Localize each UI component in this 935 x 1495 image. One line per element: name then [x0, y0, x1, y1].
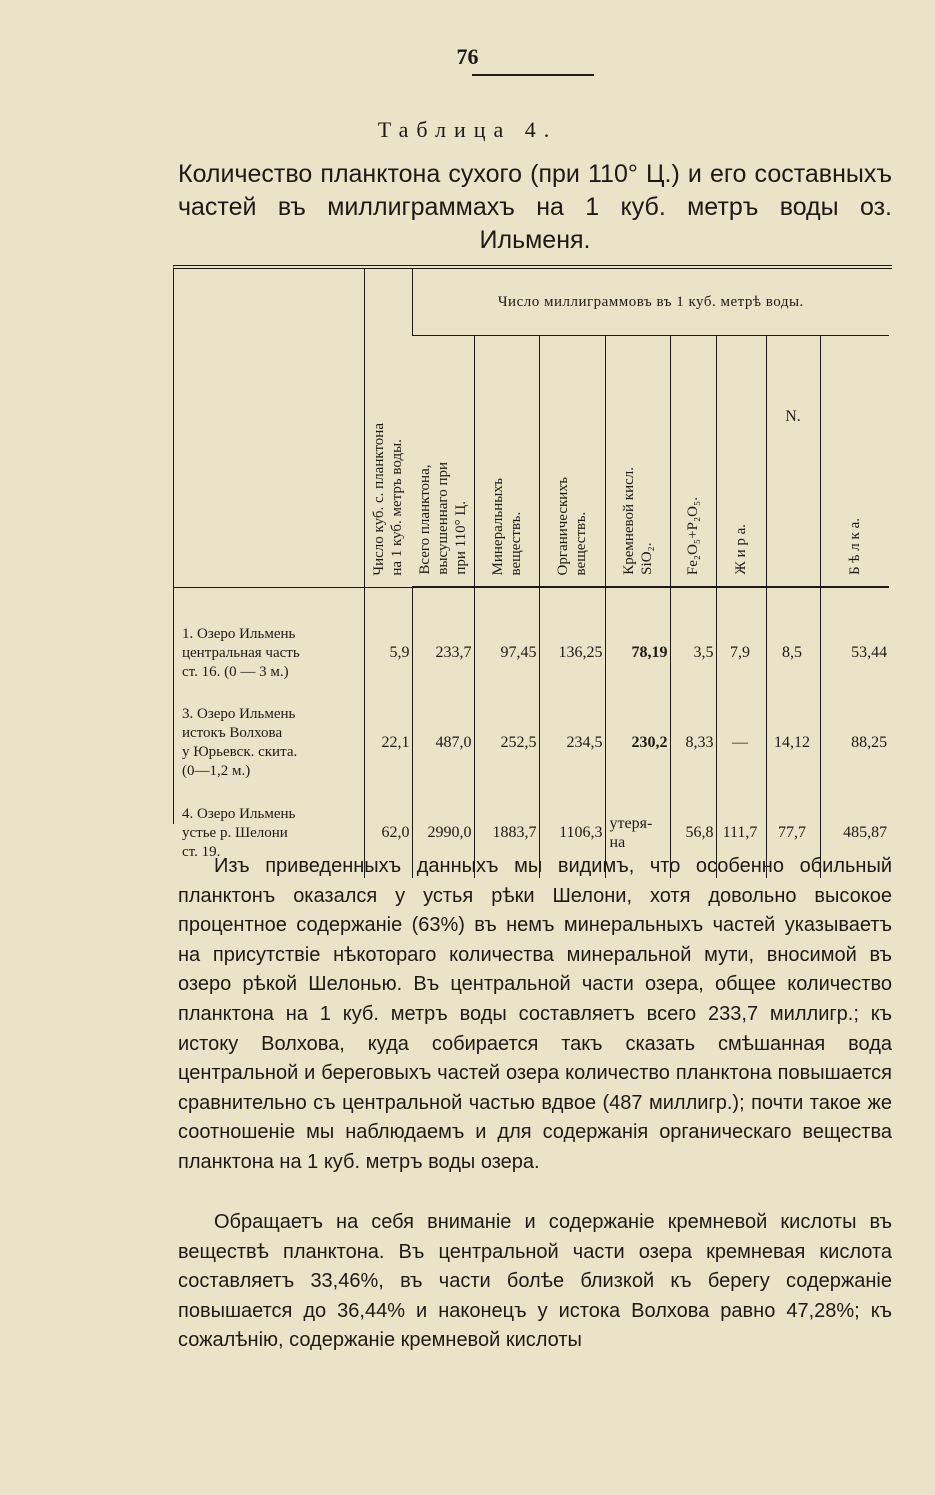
cell-organic: 234,5 — [539, 698, 605, 788]
header-mg-per-m3-group: Число миллиграммовъ въ 1 куб. метрѣ воды. — [412, 269, 889, 336]
table-row — [174, 608, 889, 698]
cell-volume: 62,0 — [364, 788, 412, 878]
header-volume-per-m3 — [364, 269, 412, 587]
cell-silica: 78,19 — [605, 608, 670, 698]
plankton-table-frame — [173, 265, 892, 860]
header-fat: Ж и р а. — [716, 336, 766, 588]
table-row — [174, 698, 889, 788]
header-nitrogen: N. — [766, 336, 820, 588]
plankton-table — [174, 269, 889, 878]
cell-nitrogen: 8,5 — [766, 608, 820, 698]
cell-silica: утеря- на — [605, 788, 670, 878]
body-paragraph-2: Обращаетъ на себя вниманіе и содержаніе кремневой кислоты въ веществѣ планктона. Въ центральной части озера кремневая кислота составляетъ 33,46%, въ части болѣе близкой къ берегу содержаніе повышается до 36,44% и наконецъ у истока Волхова равно 47,28%; къ сожалѣнію, содержаніе кремневой кислоты — [178, 1211, 892, 1352]
cell-mineral: 97,45 — [474, 608, 539, 698]
cell-fe-p: 3,5 — [670, 608, 716, 698]
cell-volume: 22,1 — [364, 698, 412, 788]
body-paragraph-1: Изъ приведенныхъ данныхъ мы видимъ, что особенно обильный планктонъ оказался у устья рѣки Шелони, хотя довольно высокое процентное содержаніе (63%) въ немъ минеральныхъ частей указываетъ на присутствіе нѣкотораго количества минеральной мути, вносимой въ озеро рѣкой Шелонью. Въ центральной части озера, общее количество планктона на 1 куб. метръ воды составляетъ всего 233,7 миллигр.; къ истоку Волхова, куда собирается такъ сказать смѣшанная вода центральной и береговыхъ частей озера количество планктона повышается сравнительно съ центральной частью вдвое (487 миллигр.); почти такое же соотношеніе мы наблюдаемъ и для содержанія органическаго вещества планктона на 1 куб. метръ воды озера. — [178, 855, 892, 1173]
cell-fe-p: 56,8 — [670, 788, 716, 878]
row-location: 3. Озеро Ильмень истокъ Волхова у Юрьевск. скита. (0—1,2 м.) — [182, 706, 298, 779]
cell-total: 487,0 — [412, 698, 474, 788]
row-location: 4. Озеро Ильмень устье р. Шелони ст. 19. — [182, 805, 296, 860]
cell-nitrogen: 14,12 — [766, 698, 820, 788]
cell-fat: — — [716, 698, 766, 788]
header-fe-p: Fe₂O₅+P₂O₅. — [670, 336, 716, 588]
cell-nitrogen: 77,7 — [766, 788, 820, 878]
table-label: Таблица 4. — [377, 117, 558, 142]
header-volume-per-m3-text: Число куб. с. планктона на 1 куб. метръ воды. — [371, 422, 405, 576]
page-number-rule — [472, 74, 594, 76]
cell-mineral: 252,5 — [474, 698, 539, 788]
row-location: 1. Озеро Ильмень центральная часть ст. 16. (0 — 3 м.) — [182, 625, 300, 680]
cell-silica: 230,2 — [605, 698, 670, 788]
cell-mineral: 1883,7 — [474, 788, 539, 878]
cell-organic: 136,25 — [539, 608, 605, 698]
cell-fe-p: 8,33 — [670, 698, 716, 788]
cell-fat: 111,7 — [716, 788, 766, 878]
cell-total: 2990,0 — [412, 788, 474, 878]
header-organic: Органическихъ веществъ. — [539, 336, 605, 588]
header-total-plankton: Всего планктона, высушеннаго при при 110° Ц. — [412, 336, 474, 588]
cell-organic: 1106,3 — [539, 788, 605, 878]
header-protein: Б ѣ л к а. — [820, 336, 889, 588]
cell-protein: 53,44 — [820, 608, 889, 698]
header-mineral: Минеральныхъ веществъ. — [474, 336, 539, 588]
header-empty-corner — [174, 269, 364, 587]
table-title: Количество планктона сухого (при 110° Ц.) и его составныхъ частей въ миллиграммахъ на 1 куб. метръ воды оз. Ильменя. — [178, 160, 892, 254]
header-silica: Кремневой кисл. SiO₂. — [605, 336, 670, 588]
page-number: 76 — [456, 44, 479, 69]
cell-protein: 88,25 — [820, 698, 889, 788]
cell-total: 233,7 — [412, 608, 474, 698]
cell-volume: 5,9 — [364, 608, 412, 698]
cell-protein: 485,87 — [820, 788, 889, 878]
cell-fat: 7,9 — [716, 608, 766, 698]
